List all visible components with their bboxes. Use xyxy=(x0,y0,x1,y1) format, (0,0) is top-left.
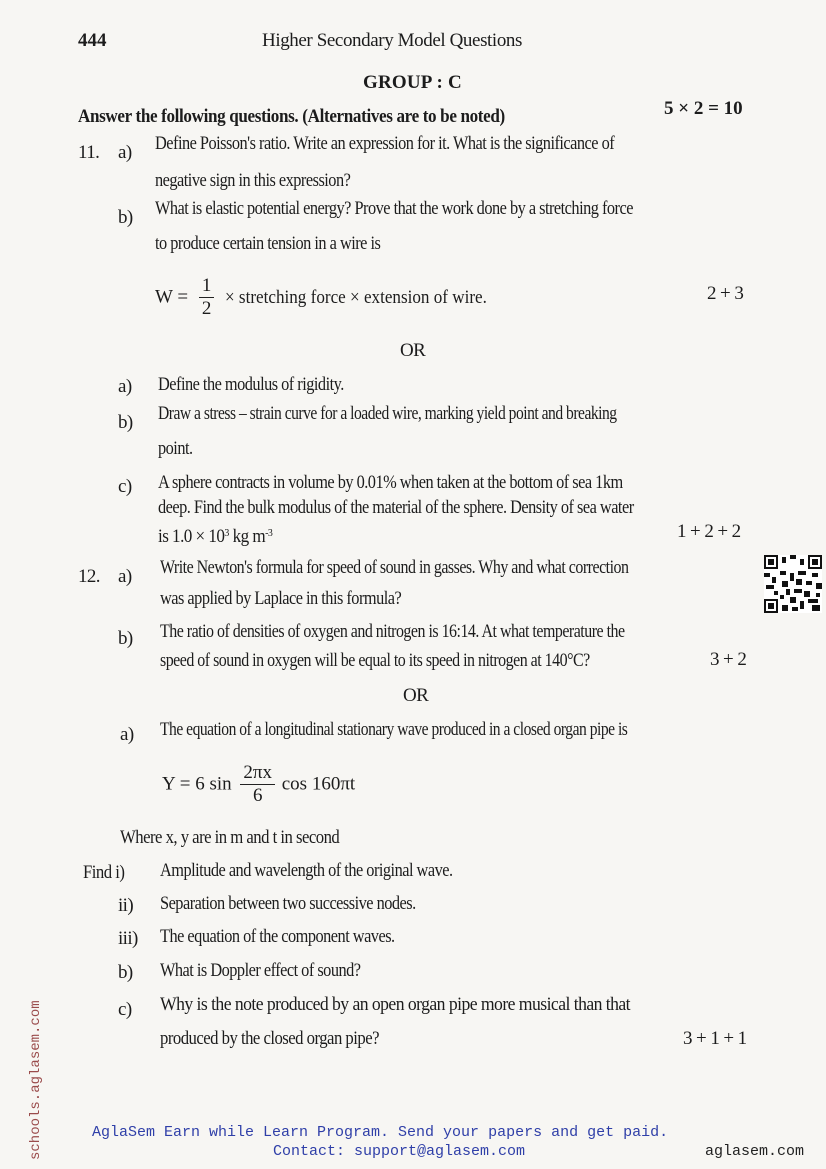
fraction-denominator: 2 xyxy=(201,298,212,319)
find-i-label-text: Find i) xyxy=(83,862,125,883)
q12-alt-c-line2-text: produced by the closed organ pipe? xyxy=(160,1028,379,1049)
q12-b-label: b) xyxy=(118,628,133,649)
q12-alt-c-line1-text: Why is the note produced by an open organ pipe more musical than that xyxy=(160,994,631,1015)
q12-alt-c-line1 xyxy=(160,994,665,1016)
density-exponent: 3 xyxy=(224,527,229,539)
fraction-numerator: 2πx xyxy=(240,762,275,785)
q12-alt-b-text-span: What is Doppler effect of sound? xyxy=(160,960,361,981)
q11-alt-a-label: a) xyxy=(118,376,132,397)
q12-b-line2-text: speed of sound in oxygen will be equal to its speed in nitrogen at 140°C? xyxy=(160,650,590,671)
q12-a-line1 xyxy=(160,557,718,579)
q11-alt-marks: 1 + 2 + 2 xyxy=(677,521,741,542)
find-ii-text-span: Separation between two successive nodes. xyxy=(160,893,416,914)
density-unit-exponent: -3 xyxy=(265,527,273,539)
q12-alt-c-label: c) xyxy=(118,999,132,1020)
q11-b-formula xyxy=(155,275,516,320)
q12-alt-a-formula xyxy=(162,762,355,807)
q11-b-line2 xyxy=(155,233,417,255)
q11-alt-a-text-span: Define the modulus of rigidity. xyxy=(158,374,344,395)
formula-lhs: W = xyxy=(155,286,189,308)
formula-lhs: Y = 6 sin xyxy=(162,773,232,795)
page-number: 444 xyxy=(78,30,107,51)
question-number-11: 11. xyxy=(78,142,100,163)
or-divider: OR xyxy=(400,340,426,361)
q12-a-line2-text: was applied by Laplace in this formula? xyxy=(160,588,402,609)
q11-alt-a-text xyxy=(158,374,374,396)
q12-alt-marks: 3 + 1 + 1 xyxy=(683,1028,747,1049)
q11-alt-c-line2-text: deep. Find the bulk modulus of the material of the sphere. Density of sea water xyxy=(158,497,634,518)
find-i-text-span: Amplitude and wavelength of the original wave. xyxy=(160,860,453,881)
q11-alt-c-line1 xyxy=(158,472,698,494)
density-unit: kg m xyxy=(228,526,266,547)
footer-site-link[interactable]: aglasem.com xyxy=(705,1143,805,1160)
footer-promo: AglaSem Earn while Learn Program. Send your papers and get paid. xyxy=(92,1124,669,1141)
q12-a-label: a) xyxy=(118,566,132,587)
q12-alt-a-label: a) xyxy=(120,724,134,745)
question-number-12: 12. xyxy=(78,566,100,587)
q11-a-label: a) xyxy=(118,142,132,163)
q12-alt-b-text xyxy=(160,960,393,982)
find-ii-text xyxy=(160,893,457,915)
q11-a-line2 xyxy=(155,170,382,192)
formula-fraction xyxy=(199,275,215,320)
q12-b-line1 xyxy=(160,621,713,643)
qr-code-icon xyxy=(764,555,822,613)
q11-b-line2-text: to produce certain tension in a wire is xyxy=(155,233,381,254)
q11-a-line1 xyxy=(155,133,689,155)
find-iii-text-span: The equation of the component waves. xyxy=(160,926,395,947)
q11-alt-b-line1 xyxy=(158,403,717,425)
group-title: GROUP : C xyxy=(363,72,462,93)
q11-a-line1-text: Define Poisson's ratio. Write an expression for it. What is the significance of xyxy=(155,133,615,154)
or-divider: OR xyxy=(403,685,429,706)
q12-alt-a-where xyxy=(120,827,369,849)
q12-b-line1-text: The ratio of densities of oxygen and nitrogen is 16:14. At what temperature the xyxy=(160,621,625,642)
page-header-title: Higher Secondary Model Questions xyxy=(262,30,523,51)
find-iii-label: iii) xyxy=(118,928,138,949)
q11-alt-b-line2-text: point. xyxy=(158,438,193,459)
formula-fraction xyxy=(240,762,275,807)
fraction-denominator: 6 xyxy=(252,785,263,806)
group-marks: 5 × 2 = 10 xyxy=(664,98,743,119)
find-iii-text xyxy=(160,926,433,948)
fraction-numerator: 1 xyxy=(199,275,215,298)
q11-a-line2-text: negative sign in this expression? xyxy=(155,170,351,191)
formula-rhs: × stretching force × extension of wire. xyxy=(225,286,487,308)
q12-a-line2 xyxy=(160,588,441,610)
q12-alt-a-line1-text: The equation of a longitudinal stationary wave produced in a closed organ pipe is xyxy=(160,719,628,740)
footer-contact[interactable]: Contact: support@aglasem.com xyxy=(273,1143,526,1160)
q11-marks: 2 + 3 xyxy=(707,283,744,304)
q12-alt-a-line1 xyxy=(160,719,730,741)
q11-alt-c-label: c) xyxy=(118,476,132,497)
q12-marks: 3 + 2 xyxy=(710,649,747,670)
q11-alt-c-line3 xyxy=(158,526,285,548)
find-ii-label: ii) xyxy=(118,895,134,916)
side-watermark: schools.aglasem.com xyxy=(28,1000,44,1160)
find-i-label xyxy=(83,862,130,884)
q12-a-line1-text: Write Newton's formula for speed of sound in gasses. Why and what correction xyxy=(160,557,629,578)
q11-alt-c-line2 xyxy=(158,497,711,519)
q12-alt-a-where-text: Where x, y are in m and t in second xyxy=(120,827,340,848)
q11-alt-b-line2 xyxy=(158,438,198,460)
density-value: is 1.0 × 10 xyxy=(158,526,225,547)
q12-b-line2 xyxy=(160,650,672,672)
find-i-text xyxy=(160,860,500,882)
q11-alt-b-label: b) xyxy=(118,412,133,433)
q11-alt-b-line1-text: Draw a stress – strain curve for a loaded wire, marking yield point and breaking xyxy=(158,403,617,424)
q11-alt-c-line3-text xyxy=(158,526,272,548)
q12-alt-b-label: b) xyxy=(118,962,133,983)
formula-rhs: cos 160πt xyxy=(281,773,356,795)
q11-b-line1-text: What is elastic potential energy? Prove that the work done by a stretching force xyxy=(155,198,633,219)
instruction-label: Answer the following questions. (Alternatives are to be noted) xyxy=(78,106,505,127)
q12-alt-c-line2 xyxy=(160,1028,409,1050)
q11-alt-c-line1-text: A sphere contracts in volume by 0.01% when taken at the bottom of sea 1km xyxy=(158,472,623,493)
q11-b-label: b) xyxy=(118,207,133,228)
instruction-text xyxy=(78,106,552,128)
q11-b-line1 xyxy=(155,198,711,220)
